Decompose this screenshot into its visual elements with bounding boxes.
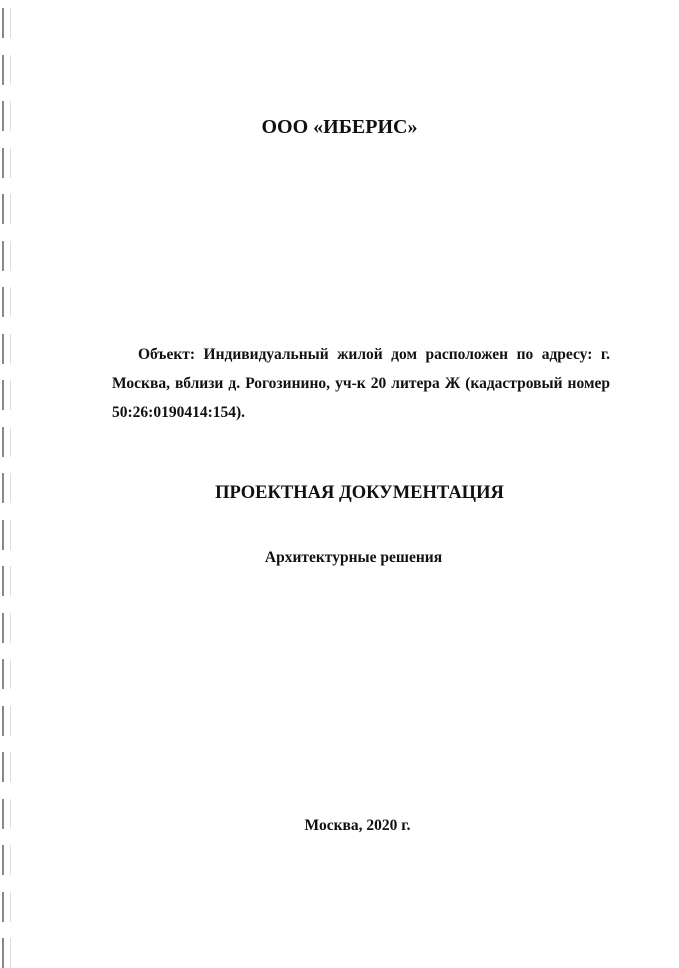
binding-hole [2,194,11,224]
binding-hole [2,845,11,875]
binding-hole [2,892,11,922]
object-description [112,340,610,427]
binding-hole [2,706,11,736]
binding-hole [2,659,11,689]
binding-hole [2,241,11,271]
section-title: Архитектурные решения [264,549,443,566]
binding-hole [2,473,11,503]
binding-hole [2,148,11,178]
binding-hole [2,799,11,829]
binding-hole [2,427,11,457]
document-type-heading: ПРОЕКТНАЯ ДОКУМЕНТАЦИЯ [215,483,504,503]
object-label: Объект: [138,346,196,363]
organization-name: ООО «ИБЕРИС» [261,116,418,138]
binding-hole [2,287,11,317]
binding-hole [2,55,11,85]
binding-hole [2,566,11,596]
binding-hole [2,938,11,968]
binding-hole [2,334,11,364]
object-text: Индивидуальный жилой дом расположен по адресу: г. Москва, вблизи д. Рогозинино, уч-к 20 литера Ж (кадастровый номер 50:26:0190414:154). [112,346,611,421]
binding-holes [2,0,16,960]
binding-hole [2,613,11,643]
binding-hole [2,752,11,782]
binding-hole [2,380,11,410]
place-year: Москва, 2020 г. [304,817,411,834]
binding-hole [2,8,11,38]
binding-hole [2,520,11,550]
